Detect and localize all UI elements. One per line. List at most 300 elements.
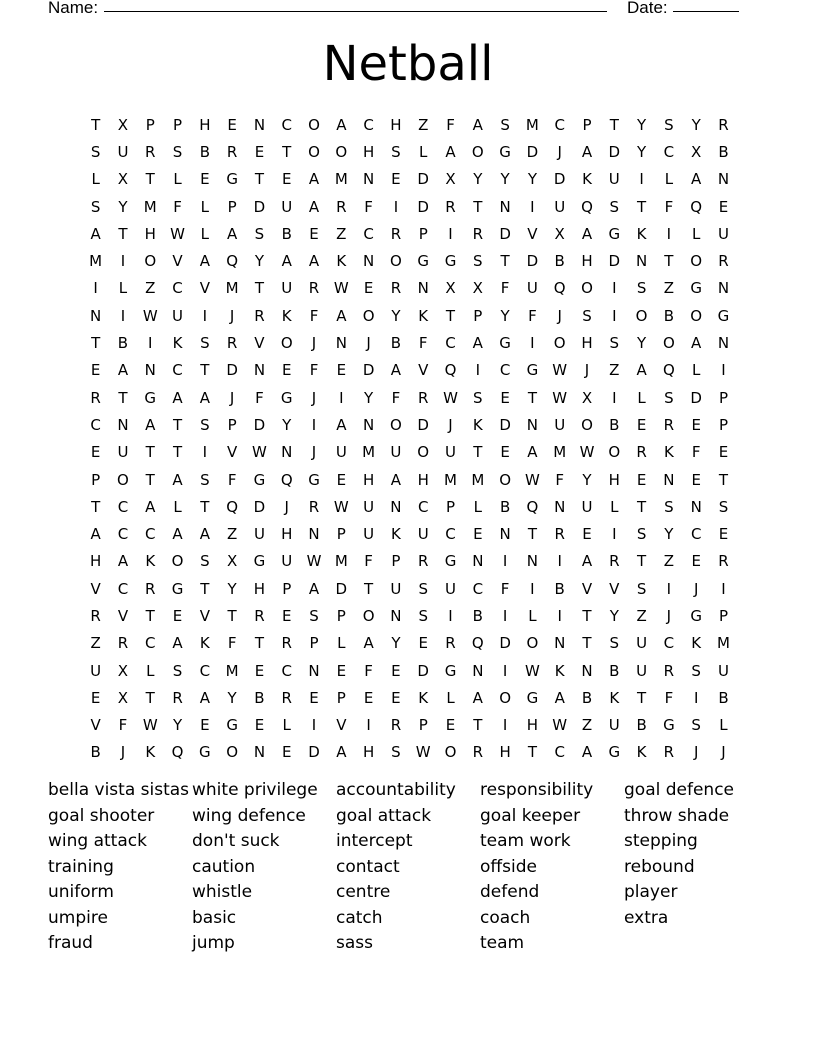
grid-letter: Q: [171, 743, 184, 762]
grid-letter: O: [308, 115, 320, 134]
grid-letter: R: [254, 606, 265, 625]
grid-letter: R: [445, 634, 456, 653]
grid-letter: L: [337, 634, 346, 653]
word-list-item: goal shooter: [48, 805, 155, 826]
grid-letter: A: [390, 361, 402, 380]
grid-letter: I: [202, 306, 208, 325]
grid-letter: W: [415, 743, 431, 762]
date-blank-line: [673, 11, 739, 12]
grid-letter: I: [366, 716, 371, 735]
grid-letter: V: [117, 606, 129, 625]
grid-letter: S: [582, 306, 592, 325]
grid-letter: J: [311, 443, 317, 462]
grid-letter: N: [717, 334, 730, 353]
grid-letter: J: [366, 334, 371, 353]
grid-letter: U: [636, 661, 648, 680]
word-list-item: centre: [336, 882, 391, 902]
word-list-item: goal attack: [336, 805, 432, 826]
grid-letter: D: [417, 661, 429, 680]
grid-letter: P: [173, 115, 183, 134]
grid-letter: U: [581, 497, 593, 516]
grid-letter: O: [308, 142, 320, 161]
grid-letter: R: [609, 552, 620, 571]
letter-grid: [82, 111, 737, 766]
grid-letter: E: [227, 115, 237, 134]
grid-letter: L: [118, 279, 128, 298]
grid-letter: K: [554, 661, 565, 680]
grid-letter: P: [718, 388, 728, 407]
grid-letter: R: [90, 388, 101, 407]
grid-letter: N: [417, 279, 429, 298]
grid-letter: F: [391, 388, 401, 407]
grid-letter: V: [581, 579, 593, 598]
grid-letter: N: [472, 661, 484, 680]
grid-letter: A: [199, 525, 210, 544]
grid-letter: R: [636, 443, 647, 462]
grid-letter: J: [229, 306, 235, 325]
word-list-item: fraud: [48, 933, 93, 953]
grid-letter: A: [227, 224, 238, 243]
word-list-item: defend: [480, 882, 540, 902]
grid-letter: E: [254, 142, 265, 161]
grid-letter: A: [308, 170, 320, 189]
grid-letter: Q: [471, 634, 484, 653]
grid-letter: K: [390, 525, 401, 544]
grid-letter: T: [637, 688, 647, 707]
grid-letter: Z: [90, 634, 101, 653]
grid-letter: C: [90, 415, 101, 434]
grid-letter: A: [199, 252, 210, 271]
grid-letter: E: [363, 279, 374, 298]
grid-letter: P: [282, 579, 292, 598]
grid-letter: J: [721, 743, 726, 762]
grid-letter: I: [393, 197, 399, 216]
word-list-item: goal defence: [624, 780, 735, 800]
grid-letter: T: [145, 443, 155, 462]
grid-letter: M: [471, 470, 485, 489]
grid-letter: C: [472, 579, 484, 598]
grid-letter: I: [639, 170, 644, 189]
grid-letter: L: [91, 170, 100, 189]
grid-letter: V: [90, 579, 101, 598]
grid-letter: P: [445, 497, 456, 516]
grid-letter: S: [500, 115, 510, 134]
grid-letter: D: [526, 142, 539, 161]
grid-letter: A: [308, 252, 320, 271]
grid-letter: E: [691, 415, 701, 434]
grid-letter: P: [145, 115, 155, 134]
grid-letter: B: [117, 334, 129, 353]
grid-letter: J: [557, 306, 562, 325]
grid-letter: A: [581, 552, 593, 571]
grid-letter: V: [527, 224, 538, 243]
grid-letter: G: [417, 252, 430, 271]
grid-letter: O: [417, 443, 430, 462]
grid-letter: R: [117, 634, 129, 653]
grid-letter: A: [308, 197, 320, 216]
grid-letter: R: [718, 552, 729, 571]
grid-letter: A: [308, 579, 320, 598]
grid-letter: G: [499, 142, 511, 161]
grid-letter: A: [581, 142, 593, 161]
grid-letter: R: [90, 606, 101, 625]
grid-letter: Z: [663, 552, 675, 571]
grid-letter: L: [692, 224, 701, 243]
grid-letter: C: [363, 115, 374, 134]
word-list-item: offside: [480, 856, 537, 877]
grid-letter: N: [526, 552, 539, 571]
grid-letter: A: [199, 388, 210, 407]
grid-letter: N: [281, 443, 293, 462]
grid-letter: T: [145, 606, 155, 625]
grid-letter: M: [362, 443, 376, 462]
grid-letter: R: [145, 142, 156, 161]
grid-letter: A: [172, 634, 183, 653]
grid-letter: V: [199, 606, 210, 625]
grid-letter: N: [554, 497, 566, 516]
grid-letter: O: [171, 552, 184, 571]
grid-letter: W: [306, 552, 322, 571]
grid-letter: J: [311, 388, 317, 407]
grid-letter: P: [418, 224, 428, 243]
grid-letter: E: [309, 224, 319, 243]
grid-letter: I: [311, 415, 317, 434]
grid-letter: I: [612, 388, 617, 407]
grid-letter: A: [336, 115, 347, 134]
grid-letter: X: [117, 170, 129, 189]
grid-letter: E: [200, 716, 210, 735]
grid-letter: K: [663, 443, 674, 462]
grid-letter: C: [281, 661, 292, 680]
grid-letter: R: [445, 197, 456, 216]
grid-letter: K: [691, 634, 702, 653]
grid-letter: V: [172, 252, 183, 271]
grid-letter: S: [636, 279, 647, 298]
grid-letter: N: [390, 497, 402, 516]
word-list-item: stepping: [624, 831, 698, 851]
grid-letter: D: [417, 170, 429, 189]
name-label: Name:: [48, 0, 99, 17]
grid-letter: B: [390, 334, 402, 353]
grid-letter: C: [145, 525, 156, 544]
grid-letter: O: [280, 334, 293, 353]
grid-letter: N: [363, 170, 375, 189]
grid-letter: Z: [145, 279, 156, 298]
grid-letter: W: [142, 716, 158, 735]
grid-letter: N: [117, 415, 129, 434]
grid-letter: Z: [336, 224, 347, 243]
grid-letter: T: [254, 634, 265, 653]
grid-letter: G: [280, 388, 293, 407]
grid-letter: H: [362, 142, 375, 161]
word-list-item: white privilege: [192, 780, 318, 800]
grid-letter: D: [362, 361, 375, 380]
grid-letter: J: [693, 743, 699, 762]
grid-letter: F: [227, 634, 237, 653]
grid-letter: O: [362, 606, 375, 625]
grid-letter: L: [200, 197, 210, 216]
grid-letter: I: [339, 388, 344, 407]
grid-letter: M: [334, 170, 348, 189]
grid-letter: H: [253, 579, 266, 598]
grid-letter: K: [145, 552, 156, 571]
grid-letter: V: [199, 279, 210, 298]
grid-letter: T: [473, 443, 483, 462]
grid-letter: E: [391, 688, 401, 707]
grid-letter: B: [554, 579, 565, 598]
grid-letter: U: [445, 443, 456, 462]
grid-letter: T: [637, 197, 647, 216]
grid-letter: K: [636, 224, 647, 243]
grid-letter: N: [635, 252, 648, 271]
grid-letter: K: [636, 743, 647, 762]
grid-letter: A: [554, 688, 565, 707]
grid-letter: Q: [444, 361, 457, 380]
grid-letter: F: [364, 661, 373, 680]
word-list-item: bella vista sistas: [48, 780, 190, 800]
grid-letter: G: [690, 279, 702, 298]
grid-letter: T: [527, 388, 537, 407]
grid-letter: E: [254, 716, 265, 735]
word-list-item: whistle: [192, 882, 253, 902]
grid-letter: A: [199, 688, 210, 707]
grid-letter: P: [227, 415, 237, 434]
grid-letter: G: [690, 606, 702, 625]
grid-letter: D: [690, 388, 702, 407]
grid-letter: I: [148, 334, 153, 353]
grid-letter: P: [718, 606, 728, 625]
grid-letter: J: [666, 606, 672, 625]
grid-letter: I: [612, 279, 617, 298]
grid-letter: G: [717, 306, 730, 325]
grid-letter: U: [90, 661, 102, 680]
grid-letter: P: [336, 525, 346, 544]
grid-letter: U: [717, 224, 729, 243]
grid-letter: I: [502, 716, 508, 735]
grid-letter: Z: [636, 606, 647, 625]
grid-letter: Q: [226, 252, 239, 271]
grid-letter: C: [445, 525, 456, 544]
grid-letter: S: [172, 142, 183, 161]
grid-letter: N: [253, 743, 266, 762]
grid-letter: T: [91, 115, 101, 134]
grid-letter: E: [90, 443, 101, 462]
grid-letter: L: [200, 224, 210, 243]
grid-letter: R: [554, 525, 565, 544]
grid-letter: D: [553, 170, 566, 189]
grid-letter: S: [718, 497, 729, 516]
grid-letter: R: [417, 388, 429, 407]
grid-letter: X: [472, 279, 483, 298]
grid-letter: H: [608, 470, 620, 489]
grid-letter: Q: [690, 197, 703, 216]
grid-letter: Y: [664, 525, 674, 544]
grid-letter: C: [199, 661, 211, 680]
grid-letter: W: [443, 388, 458, 407]
grid-letter: I: [612, 525, 617, 544]
grid-letter: N: [472, 552, 484, 571]
grid-letter: T: [91, 497, 101, 516]
grid-letter: R: [390, 716, 402, 735]
grid-letter: L: [664, 170, 674, 189]
grid-letter: T: [445, 306, 456, 325]
grid-letter: T: [227, 606, 237, 625]
grid-letter: C: [117, 579, 129, 598]
grid-letter: S: [473, 252, 483, 271]
grid-letter: R: [308, 497, 320, 516]
grid-letter: J: [229, 388, 235, 407]
grid-letter: U: [172, 306, 184, 325]
grid-letter: S: [391, 743, 401, 762]
grid-letter: M: [225, 661, 239, 680]
grid-letter: O: [117, 470, 129, 489]
grid-letter: H: [144, 224, 156, 243]
grid-letter: N: [335, 334, 347, 353]
grid-letter: E: [391, 170, 401, 189]
grid-letter: T: [609, 115, 619, 134]
grid-letter: S: [609, 634, 620, 653]
date-label: Date:: [627, 0, 668, 17]
grid-letter: O: [499, 688, 511, 707]
grid-letter: S: [254, 224, 265, 243]
grid-letter: W: [579, 443, 595, 462]
grid-letter: F: [555, 470, 565, 489]
grid-letter: Z: [663, 279, 675, 298]
grid-letter: P: [336, 688, 346, 707]
word-list-item: caution: [192, 856, 256, 877]
grid-letter: E: [254, 661, 265, 680]
grid-letter: U: [717, 661, 729, 680]
grid-letter: T: [118, 388, 128, 407]
grid-letter: C: [554, 743, 565, 762]
grid-letter: R: [718, 252, 729, 271]
grid-letter: R: [417, 552, 429, 571]
grid-letter: C: [172, 361, 183, 380]
grid-letter: S: [664, 388, 674, 407]
grid-letter: I: [448, 224, 453, 243]
grid-letter: R: [472, 743, 484, 762]
grid-letter: K: [336, 252, 347, 271]
grid-letter: G: [444, 552, 457, 571]
grid-letter: F: [691, 443, 701, 462]
grid-letter: C: [554, 115, 565, 134]
grid-letter: N: [144, 361, 156, 380]
grid-letter: T: [582, 634, 592, 653]
grid-letter: G: [253, 470, 266, 489]
word-list-item: wing defence: [192, 805, 306, 826]
grid-letter: S: [636, 579, 647, 598]
grid-letter: S: [664, 497, 674, 516]
grid-letter: C: [499, 361, 511, 380]
grid-letter: M: [444, 470, 457, 489]
grid-letter: F: [446, 115, 455, 134]
grid-letter: T: [664, 252, 674, 271]
word-list-item: catch: [336, 907, 383, 928]
grid-letter: C: [117, 525, 129, 544]
grid-letter: W: [333, 497, 349, 516]
grid-letter: I: [557, 552, 562, 571]
grid-letter: E: [309, 688, 319, 707]
grid-letter: I: [120, 306, 126, 325]
grid-letter: S: [90, 142, 101, 161]
grid-letter: Y: [473, 170, 483, 189]
grid-letter: G: [199, 743, 211, 762]
grid-letter: D: [335, 579, 348, 598]
grid-letter: L: [473, 497, 482, 516]
grid-letter: G: [226, 716, 238, 735]
grid-letter: B: [663, 306, 675, 325]
grid-letter: T: [473, 716, 483, 735]
grid-letter: E: [691, 552, 701, 571]
grid-letter: O: [690, 306, 703, 325]
grid-letter: M: [525, 115, 539, 134]
grid-letter: E: [636, 470, 647, 489]
grid-letter: Z: [418, 115, 429, 134]
grid-letter: G: [253, 552, 266, 571]
grid-letter: V: [254, 334, 265, 353]
grid-letter: N: [90, 306, 102, 325]
grid-letter: E: [691, 470, 701, 489]
grid-letter: F: [364, 552, 373, 571]
grid-letter: L: [173, 170, 182, 189]
grid-letter: E: [500, 388, 510, 407]
grid-letter: I: [502, 552, 508, 571]
grid-letter: Q: [581, 197, 593, 216]
word-list: [48, 778, 768, 957]
grid-letter: H: [362, 743, 375, 762]
grid-letter: Q: [553, 279, 566, 298]
grid-letter: A: [117, 361, 129, 380]
grid-letter: C: [281, 115, 292, 134]
grid-letter: A: [581, 743, 593, 762]
grid-letter: P: [309, 634, 319, 653]
grid-letter: U: [390, 443, 402, 462]
grid-letter: D: [417, 197, 429, 216]
grid-letter: S: [636, 525, 647, 544]
grid-letter: E: [445, 716, 456, 735]
grid-letter: E: [336, 361, 347, 380]
word-list-item: team work: [480, 831, 571, 851]
grid-letter: G: [144, 388, 157, 407]
word-list-item: basic: [192, 907, 237, 928]
grid-letter: I: [311, 716, 317, 735]
grid-letter: I: [612, 306, 617, 325]
grid-letter: U: [117, 443, 129, 462]
grid-letter: N: [554, 634, 566, 653]
grid-letter: F: [528, 306, 537, 325]
grid-letter: E: [363, 688, 374, 707]
grid-letter: H: [390, 115, 402, 134]
grid-letter: T: [145, 470, 155, 489]
grid-letter: C: [117, 497, 129, 516]
grid-letter: V: [336, 716, 347, 735]
grid-letter: N: [690, 497, 702, 516]
grid-letter: Z: [226, 525, 238, 544]
grid-letter: L: [637, 388, 646, 407]
grid-letter: G: [171, 579, 184, 598]
grid-letter: R: [390, 279, 402, 298]
grid-letter: A: [172, 388, 183, 407]
grid-letter: I: [475, 361, 481, 380]
word-list-item: team: [480, 933, 525, 953]
grid-letter: A: [472, 115, 483, 134]
word-list-item: throw shade: [624, 805, 730, 826]
grid-letter: L: [692, 361, 701, 380]
grid-letter: A: [336, 415, 347, 434]
grid-letter: A: [172, 470, 183, 489]
grid-letter: Y: [254, 252, 265, 271]
grid-letter: Q: [526, 497, 539, 516]
